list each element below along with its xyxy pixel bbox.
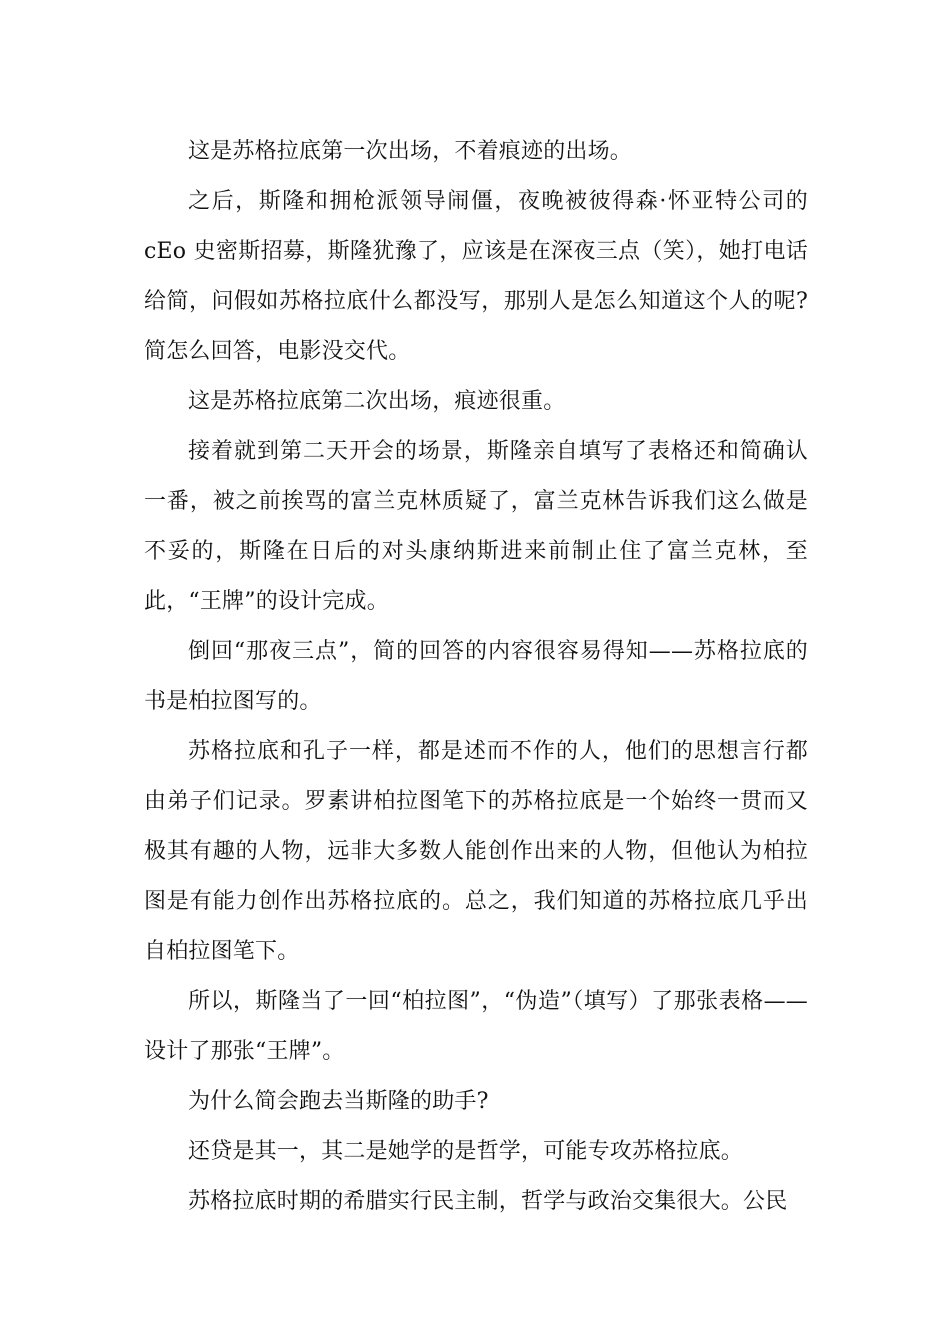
paragraph-3: 这是苏格拉底第二次出场，痕迹很重。 <box>188 389 566 414</box>
paragraph-6: 苏格拉底和孔子一样，都是述而不作的人，他们的思想言行都由弟子们记录。罗素讲柏拉图笔下的苏格拉底是一个始终一贯而又极其有趣的人物，远非大多数人能创作出来的人物，但他认为柏拉图是有能力创作出苏格拉底的。总之，我们知道的苏格拉底几乎出自柏拉图笔下。 <box>144 739 808 964</box>
paragraph-7: 所以，斯隆当了一回“柏拉图”，“伪造”（填写）了那张表格——设计了那张“王牌”。 <box>144 989 808 1064</box>
paragraph-8: 为什么简会跑去当斯隆的助手? <box>188 1089 489 1114</box>
paragraph-9: 还贷是其一，其二是她学的是哲学，可能专攻苏格拉底。 <box>188 1139 744 1164</box>
paragraph-2: 之后，斯隆和拥枪派领导闹僵，夜晚被彼得森·怀亚特公司的 cEo 史密斯招募，斯隆犹豫了，应该是在深夜三点（笑），她打电话给简，问假如苏格拉底什么都没写，那别人是怎么知道这个人的呢?简怎么回答，电影没交代。 <box>144 189 808 364</box>
paragraph-10: 苏格拉底时期的希腊实行民主制，哲学与政治交集很大。公民 <box>188 1189 788 1214</box>
paragraph-1: 这是苏格拉底第一次出场，不着痕迹的出场。 <box>188 139 633 164</box>
paragraph-5: 倒回“那夜三点”，简的回答的内容很容易得知——苏格拉底的书是柏拉图写的。 <box>144 639 808 714</box>
document-body <box>144 127 808 1227</box>
paragraph-4: 接着就到第二天开会的场景，斯隆亲自填写了表格还和简确认一番，被之前挨骂的富兰克林质疑了，富兰克林告诉我们这么做是不妥的，斯隆在日后的对头康纳斯进来前制止住了富兰克林，至此，“王牌”的设计完成。 <box>144 439 808 614</box>
